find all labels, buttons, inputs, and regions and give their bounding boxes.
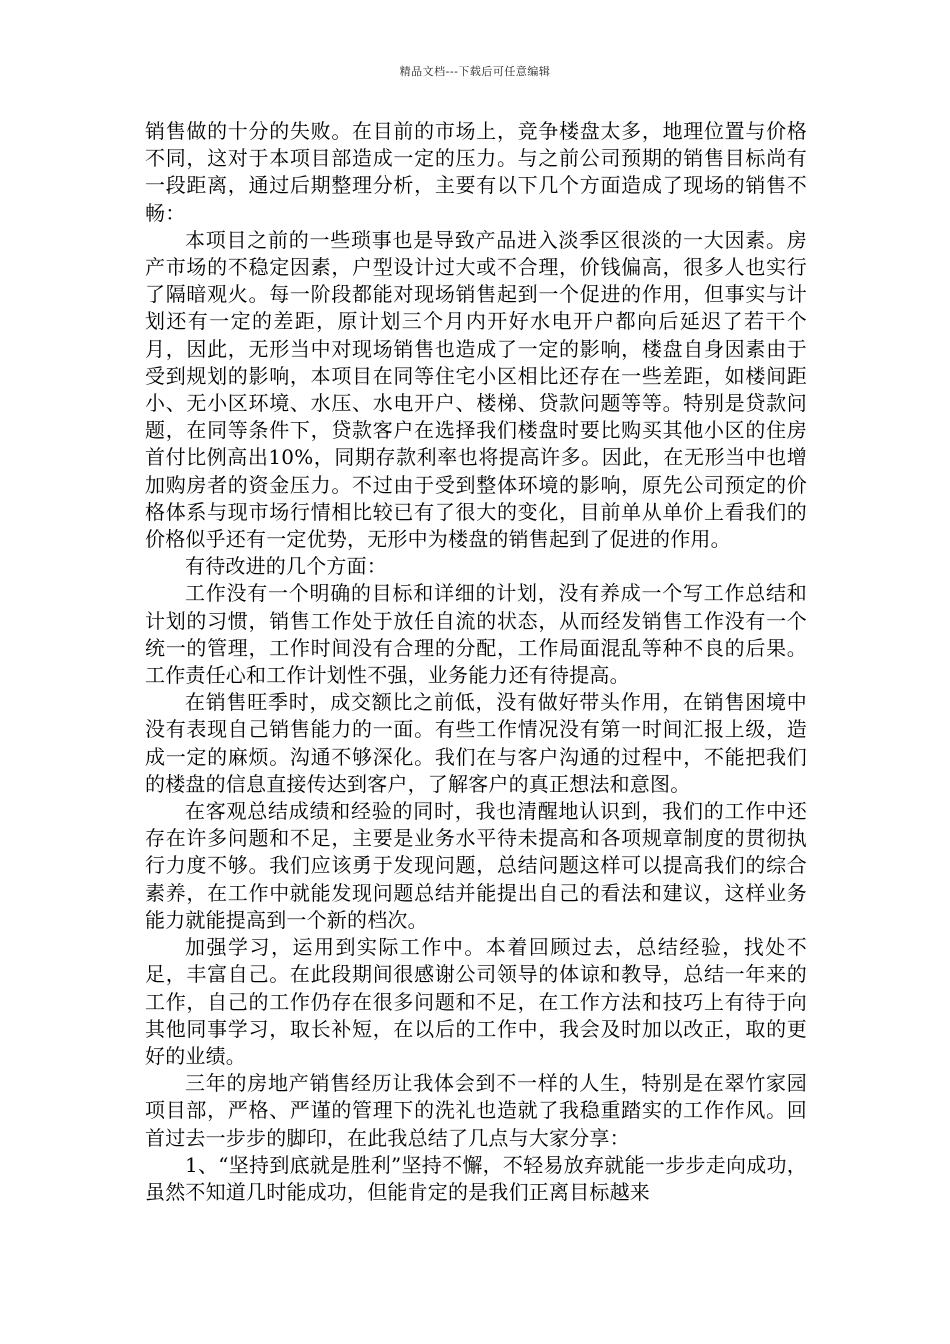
numbered-point: 1、“坚持到底就是胜利”坚持不懈，不轻易放弃就能一步步走向成功，虽然不知道几时能成功，但能肯定的是我们正离目标越来 xyxy=(145,1152,807,1204)
paragraph: 三年的房地产销售经历让我体会到不一样的人生，特别是在翠竹家园项目部，严格、严谨的管理下的洗礼也造就了我稳重踏实的工作作风。回首过去一步步的脚印，在此我总结了几点与大家分享： xyxy=(145,1071,807,1150)
paragraph: 在客观总结成绩和经验的同时，我也清醒地认识到，我们的工作中还存在许多问题和不足，主要是业务水平待未提高和各项规章制度的贯彻执行力度不够。我们应该勇于发现问题，总结问题这样可以提高我们的综合素养，在工作中就能发现问题总结并能提出自己的看法和建议，这样业务能力就能提高到一个新的档次。 xyxy=(145,799,807,932)
paragraph: 加强学习，运用到实际工作中。本着回顾过去，总结经验，找处不足，丰富自己。在此段期间很感谢公司领导的体谅和教导，总结一年来的工作，自己的工作仍存在很多问题和不足，在工作方法和技巧上有待于向其他同事学习，取长补短，在以后的工作中，我会及时加以改正，取的更好的业绩。 xyxy=(145,935,807,1068)
document-body xyxy=(145,118,807,1206)
paragraph: 在销售旺季时，成交额比之前低，没有做好带头作用，在销售困境中没有表现自己销售能力的一面。有些工作情况没有第一时间汇报上级，造成一定的麻烦。沟通不够深化。我们在与客户沟通的过程中，不能把我们的楼盘的信息直接传达到客户，了解客户的真正想法和意图。 xyxy=(145,690,807,796)
page-header: 精品文档---下载后可任意编辑 xyxy=(399,65,551,78)
paragraph: 本项目之前的一些琐事也是导致产品进入淡季区很淡的一大因素。房产市场的不稳定因素，户型设计过大或不合理，价钱偏高，很多人也实行了隔暗观火。每一阶段都能对现场销售起到一个促进的作用，但事实与计划还有一定的差距，原计划三个月内开好水电开户都向后延迟了若干个月，因此，无形当中对现场销售也造成了一定的影响，楼盘自身因素由于受到规划的影响，本项目在同等住宅小区相比还存在一些差距，如楼间距小、无小区环境、水压、水电开户、楼梯、贷款问题等等。特别是贷款问题，在同等条件下，贷款客户在选择我们楼盘时要比购买其他小区的住房首付比例高出10%，同期存款利率也将提高许多。因此，在无形当中也增加购房者的资金压力。不过由于受到整体环境的影响，原先公司预定的价格体系与现市场行情相比较已有了很大的变化，目前单从单价上看我们的价格似乎还有一定优势，无形中为楼盘的销售起到了促进的作用。 xyxy=(145,227,807,552)
section-heading: 有待改进的几个方面： xyxy=(185,554,387,579)
paragraph: 工作没有一个明确的目标和详细的计划，没有养成一个写工作总结和计划的习惯，销售工作处于放任自流的状态，从而经发销售工作没有一个统一的管理，工作时间没有合理的分配，工作局面混乱等种不良的后果。工作责任心和工作计划性不强，业务能力还有待提高。 xyxy=(145,581,807,688)
paragraph: 销售做的十分的失败。在目前的市场上，竞争楼盘太多，地理位置与价格不同，这对于本项目部造成一定的压力。与之前公司预期的销售目标尚有一段距离，通过后期整理分析，主要有以下几个方面造成了现场的销售不畅： xyxy=(145,119,807,225)
